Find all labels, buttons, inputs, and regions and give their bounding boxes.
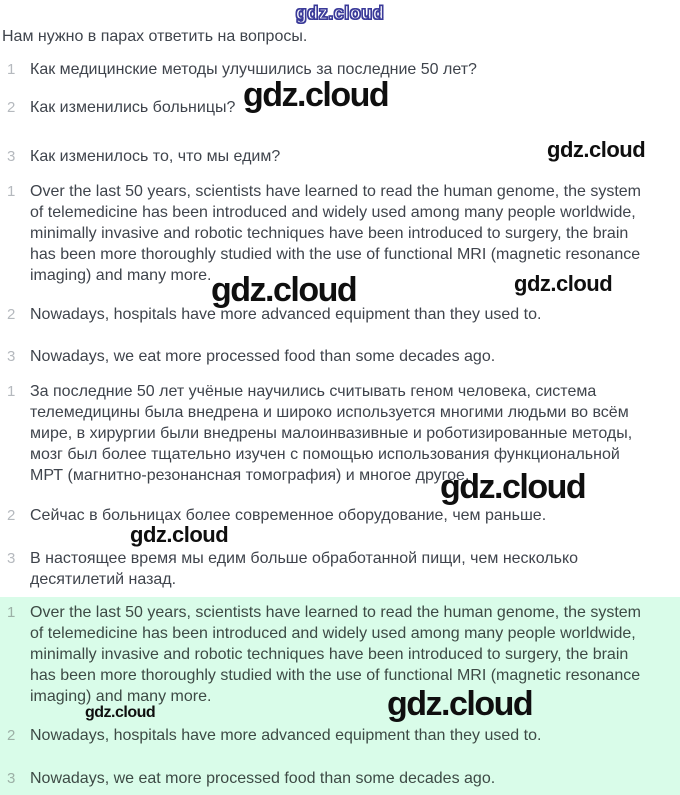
question-text: Как изменились больницы?	[30, 99, 236, 116]
watermark: gdz.cloud	[85, 704, 156, 721]
task-intro: Нам нужно в парах ответить на вопросы.	[2, 28, 308, 45]
item-number: 2	[7, 727, 16, 744]
watermark: gdz.cloud	[211, 271, 357, 309]
item-number: 2	[7, 507, 16, 524]
question-text: Как изменилось то, что мы едим?	[30, 148, 281, 165]
answer-ru-item-2	[0, 505, 680, 526]
highlighted-answer-text: Nowadays, hospitals have more advanced equipment than they used to.	[30, 727, 542, 744]
item-number: 1	[7, 183, 16, 200]
watermark-outlined-top: gdz.cloud	[295, 3, 385, 23]
watermark: gdz.cloud	[547, 137, 646, 162]
item-number: 3	[7, 550, 16, 567]
item-number: 3	[7, 348, 16, 365]
question-item-2	[0, 97, 680, 118]
highlighted-answer-item-2	[0, 725, 680, 746]
highlighted-answer-text: Nowadays, we eat more processed food than some decades ago.	[30, 770, 496, 787]
answer-en-text: Over the last 50 years, scientists have learned to read the human genome, the system of telemedicine has been introduced and widely used among many people worldwide, minimally invasive and robotic techniques have been introduced to surgery, the brain has been more thoroughly studied with the use of functional MRI (magnetic resonance imaging) and many more.	[30, 183, 641, 284]
question-item-3	[0, 146, 680, 167]
answer-en-item-1	[0, 181, 680, 286]
watermark: gdz.cloud	[243, 76, 389, 114]
item-number: 2	[7, 99, 16, 116]
answer-en-item-2	[0, 304, 680, 325]
answer-ru-text: В настоящее время мы едим больше обработанной пищи, чем несколько десятилетий назад.	[30, 550, 579, 588]
question-item-1	[0, 59, 680, 80]
answer-ru-text: Сейчас в больницах более современное оборудование, чем раньше.	[30, 507, 547, 524]
item-number: 1	[7, 604, 16, 621]
watermark: gdz.cloud	[130, 522, 229, 547]
answer-ru-item-3	[0, 548, 680, 590]
watermark: gdz.cloud	[440, 468, 586, 506]
item-number: 3	[7, 148, 16, 165]
item-number: 1	[7, 383, 16, 400]
answer-ru-text: За последние 50 лет учёные научились считывать геном человека, система телемедицины была внедрена и широко используется многими людьми во всём мире, в хирургии были внедрены малоинвазивные и роботизированные методы, мозг был более тщательно изучен с помощью использования функциональной МРТ (магнитно-резонансная томография) и многое другое.	[30, 383, 633, 484]
watermark: gdz.cloud	[387, 685, 533, 723]
answer-en-text: Nowadays, we eat more processed food than some decades ago.	[30, 348, 496, 365]
answer-en-item-3	[0, 346, 680, 367]
answer-ru-item-1	[0, 381, 680, 486]
highlighted-answer-item-1	[0, 602, 680, 707]
highlighted-answer-item-3	[0, 768, 680, 789]
item-number: 1	[7, 61, 16, 78]
highlighted-answer-text: Over the last 50 years, scientists have learned to read the human genome, the system of telemedicine has been introduced and widely used among many people worldwide, minimally invasive and robotic techniques have been introduced to surgery, the brain has been more thoroughly studied with the use of functional MRI (magnetic resonance imaging) and many more.	[30, 604, 641, 705]
question-text: Как медицинские методы улучшились за последние 50 лет?	[30, 61, 477, 78]
item-number: 3	[7, 770, 16, 787]
answer-en-text: Nowadays, hospitals have more advanced equipment than they used to.	[30, 306, 542, 323]
item-number: 2	[7, 306, 16, 323]
watermark: gdz.cloud	[514, 271, 613, 296]
